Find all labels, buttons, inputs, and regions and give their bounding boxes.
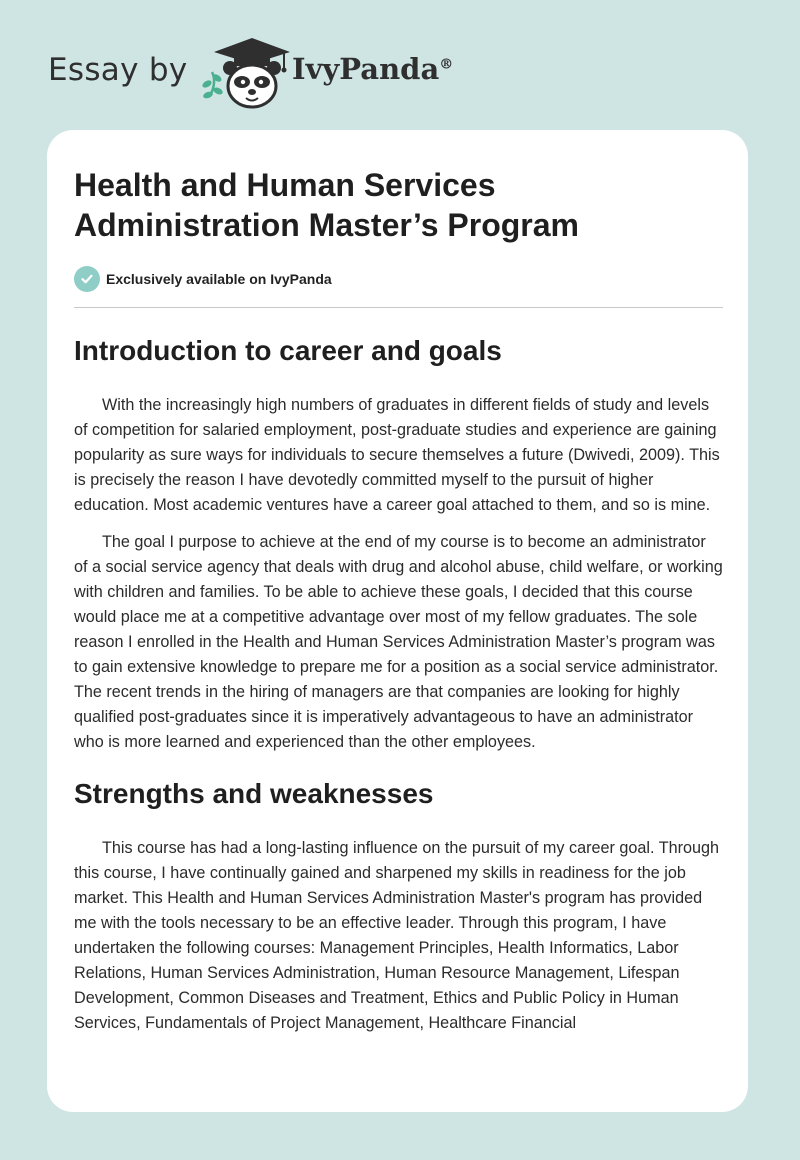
exclusive-label: Exclusively available on IvyPanda	[106, 271, 332, 287]
title-line-2: Administration Master’s Program	[74, 207, 579, 243]
section-body-strengths	[74, 836, 723, 1036]
check-circle-icon	[74, 266, 100, 292]
page-title	[74, 165, 723, 245]
paragraph: This course has had a long-lasting influence on the pursuit of my career goal. Through this course, I have continually gained and sharpened my skills in readiness for the job market. This Health and Human Services Administration Master's program has provided me with the tools necessary to be an effective leader. Through this program, I have undertaken the following courses: Management Principles, Health Informatics, Labor Relations, Human Services Administration, Human Resource Management, Lifespan Development, Common Diseases and Treatment, Ethics and Public Policy in Human Services, Fundamentals of Project Management, Healthcare Financial	[74, 839, 719, 1032]
paragraph: With the increasingly high numbers of graduates in different fields of study and levels of competition for salaried employment, post-graduate studies and experience are gaining popularity as sure ways for individuals to secure themselves a future (Dwivedi, 2009). This is precisely the reason I have devotedly committed myself to the pursuit of higher education. Most academic ventures have a career goal attached to them, and so is mine.	[74, 396, 720, 514]
panda-graduate-icon[interactable]	[200, 32, 292, 110]
section-heading-intro: Introduction to career and goals	[74, 335, 502, 366]
essay-by-label: Essay by	[48, 52, 188, 88]
divider	[74, 307, 723, 308]
essay-card	[47, 130, 748, 1112]
section-body-intro	[74, 393, 723, 755]
title-line-1: Health and Human Services	[74, 167, 496, 203]
section-heading-strengths: Strengths and weaknesses	[74, 778, 434, 809]
registered-mark: ®	[439, 56, 454, 73]
brand-name-text: IvyPanda	[292, 52, 440, 86]
brand-name[interactable]	[292, 52, 453, 86]
exclusive-badge	[74, 265, 723, 293]
essay-content	[74, 165, 723, 1036]
site-header	[48, 30, 548, 110]
paragraph: The goal I purpose to achieve at the end of my course is to become an administrator of a social service agency that deals with drug and alcohol abuse, child welfare, or working with children and families. To be able to achieve these goals, I decided that this course would place me at a competitive advantage over most of my fellow graduates. The sole reason I enrolled in the Health and Human Services Administration Master’s program was to gain extensive knowledge to prepare me for a position as a social service administrator. The recent trends in the hiring of managers are that companies are looking for highly qualified post-graduates since it is imperatively advantageous to have an administrator who is more learned and experienced than the other employees.	[74, 533, 723, 751]
